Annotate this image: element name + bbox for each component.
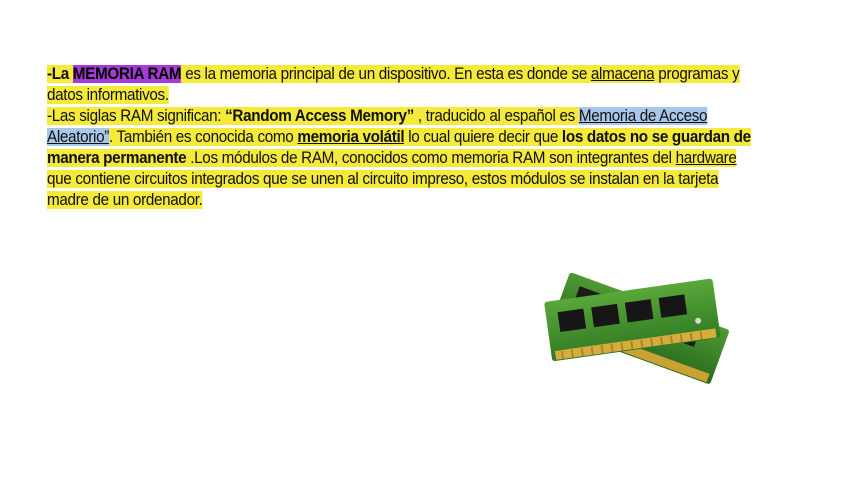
memoria-ram-term: MEMORIA RAM [72, 65, 182, 83]
acronym-intro: -Las siglas RAM significan: [47, 107, 226, 125]
acronym-expansion: “Random Access Memory” [225, 107, 414, 125]
paragraph-ram-definition [47, 64, 763, 106]
modules-text: .Los módulos de RAM, conocidos como memoria RAM son integrantes del [186, 149, 676, 167]
definition-text: es la memoria principal de un dispositivo. En esta es donde se [181, 65, 591, 83]
ram-module-photo [508, 236, 770, 430]
translation-link[interactable]: Memoria de Acceso Aleatorio” [47, 107, 708, 146]
hardware-link[interactable]: hardware [675, 149, 737, 167]
volatile-memory-link[interactable]: memoria volátil [297, 128, 405, 146]
lead-text: -La [47, 65, 73, 83]
translation-intro: , traducido al español es [413, 107, 579, 125]
non-permanent-data: los datos no se guardan de manera permanente [47, 128, 751, 167]
almacena-link[interactable]: almacena [590, 65, 655, 83]
modules-text-end: que contiene circuitos integrados que se unen al circuito impreso, estos módulos se instalan en la tarjeta madre de un ordenador. [47, 170, 719, 209]
document-body [47, 64, 763, 211]
meaning-intro: lo cual quiere decir que [404, 128, 562, 146]
paragraph-ram-acronym [47, 106, 763, 211]
definition-text-end: programas y datos informativos. [47, 65, 740, 104]
volatile-intro: . También es conocida como [108, 128, 298, 146]
